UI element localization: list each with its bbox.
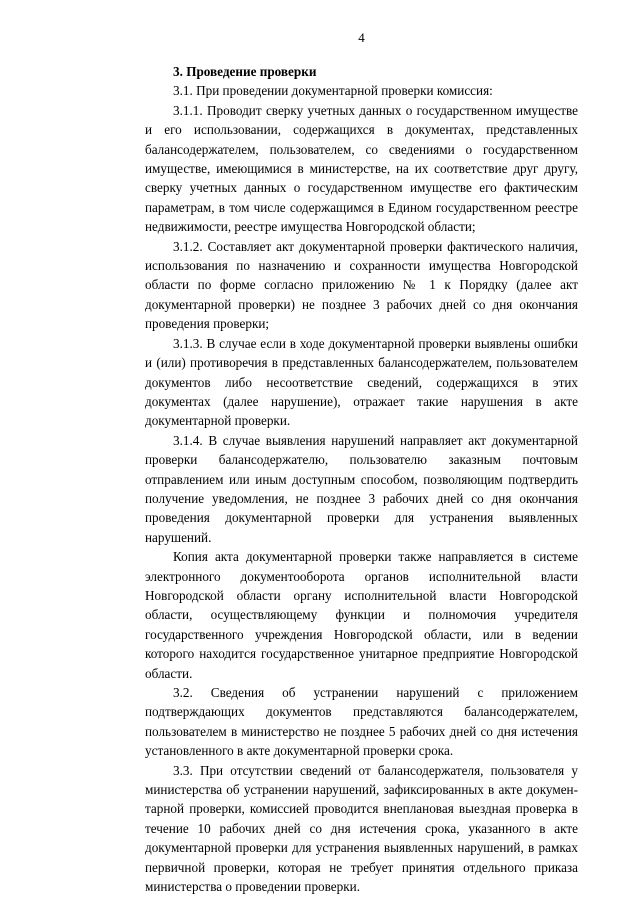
paragraph: 3.1.3. В случае если в ходе документарной проверки выявлены ошибки и (или) противоречия в представленных балансодержателем, пользователем документов либо несоответствие сведений, содержащихся в этих документах (далее нарушение), отражает такие нарушения в акте документарной проверки. <box>145 335 578 429</box>
paragraph: 3.3. При отсутствии сведений от балансодержателя, пользователя у министерства об устранении нарушений, зафиксированных в акте докумен-тарной проверки, комиссией проводится внеплановая выездная проверка в течение 10 рабочих дней со дня истечения срока, указанного в акте документарной проверки для устранения выявленных нарушений, в рамках первичной проверки, которая не требует принятия отдельного приказа министерства о проведении проверки. <box>145 762 578 895</box>
paragraph: 3.1. При проведении документарной проверки комиссия: <box>173 83 493 99</box>
paragraph: Копия акта документарной проверки также направляется в системе электронного документооборота органов исполнительной власти Новгородской области органу исполнительной власти Новгородской области, осуществляющему функции и полномочия учредителя государственного учреждения Новгородской области, или в ведении которого находится государственное унитарное предприятие Новгородской области. <box>145 549 578 681</box>
paragraph: 3.2. Сведения об устранении нарушений с приложением подтверждающих документов представляются балансодержателем, пользователем в министерство не позднее 5 рабочих дней со дня истечения установленного в акте документарной проверки срока. <box>145 685 578 759</box>
paragraph: 3.1.4. В случае выявления нарушений направляет акт документарной проверки балансодержателю, пользователю заказным почтовым отправлением или иным доступным способом, позволяющим подтвердить получение уведомления, не позднее 3 рабочих дней со дня окончания проведения документарной проверки для устранения выявленных нарушений. <box>145 432 578 545</box>
paragraph: 3.1.1. Проводит сверку учетных данных о государственном имуществе и его использовании, содержащихся в документах, представленных балансодержателем, пользователем, со сведениями о государственном имуществе, имеющимися в министерстве, на их соответствие друг другу, сверку учетных данных о государственном имуществе его фактическим параметрам, в том числе содержащимся в Едином государственном реестре недвижимости, реестре имущества Новгородской области; <box>145 102 578 235</box>
page-number: 4 <box>358 30 365 45</box>
paragraph: 3.1.2. Составляет акт документарной проверки фактического наличия, использования по назначению и сохранности имущества Новгородской области по форме согласно приложению № 1 к Порядку (далее акт документарной проверки) не позднее 3 рабочих дней со дня окончания проведения проверки; <box>145 238 578 332</box>
section-heading: 3. Проведение проверки <box>173 64 317 79</box>
document-body <box>145 62 578 896</box>
